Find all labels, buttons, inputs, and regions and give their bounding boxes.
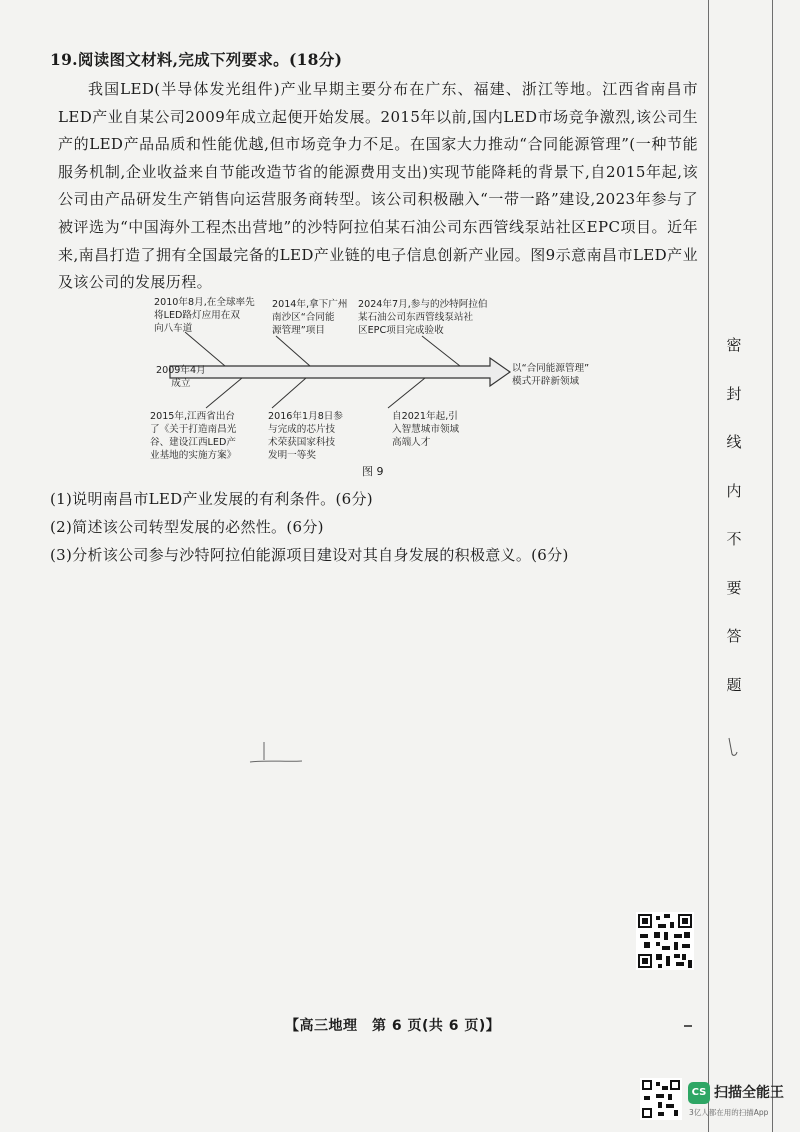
binding-line-left — [708, 0, 709, 1132]
sub-question-3: (3)分析该公司参与沙特阿拉伯能源项目建设对其自身发展的积极意义。(6分) — [50, 546, 569, 564]
footer-dash — [684, 1025, 692, 1027]
lower-connector-1 — [206, 378, 242, 408]
seal-char: 封 — [726, 384, 742, 403]
event-2014: 2014年,拿下广州 南沙区“合同能 源管理”项目 — [272, 299, 348, 336]
timeline-end: 以“合同能源管理” 模式开辟新领域 — [512, 363, 590, 387]
lower-connector-2 — [272, 378, 306, 408]
event-2021: 自2021年起,引 入智慧城市领域 高端人才 — [392, 411, 460, 448]
sub-question-list — [50, 485, 569, 569]
seal-char: 线 — [726, 433, 742, 451]
scanner-qr-icon — [640, 1078, 682, 1120]
event-2015: 2015年,江西省出台 了《关于打造南昌光 谷、建设江西LED产 业基地的实施方案》 — [150, 411, 237, 461]
upper-connector-1 — [185, 332, 225, 366]
camscanner-logo-icon: CS — [688, 1082, 710, 1104]
qr-code-icon — [636, 912, 694, 970]
upper-connector-2 — [276, 336, 310, 366]
sub-question-1: (1)说明南昌市LED产业发展的有利条件。(6分) — [50, 490, 373, 508]
page-footer: 【高三地理 第 6 页(共 6 页)】 — [285, 1018, 501, 1034]
margin-scribble — [726, 736, 740, 758]
sub-question-2: (2)简述该公司转型发展的必然性。(6分) — [50, 518, 324, 536]
upper-connector-3 — [422, 336, 460, 366]
pen-mark — [246, 740, 306, 770]
seal-char: 密 — [726, 336, 742, 354]
seal-char: 内 — [726, 481, 742, 500]
camscanner-name: 扫描全能王 — [714, 1085, 784, 1101]
lower-connector-3 — [388, 378, 425, 408]
seal-char: 要 — [726, 578, 742, 597]
camscanner-slogan: 3亿人都在用的扫描App — [689, 1108, 769, 1117]
reading-passage — [58, 76, 698, 297]
question-title: 19.阅读图文材料,完成下列要求。(18分) — [50, 50, 343, 69]
seal-char: 题 — [726, 675, 742, 694]
event-2016: 2016年1月8日参 与完成的芯片技 术荣获国家科技 发明一等奖 — [268, 411, 343, 461]
event-2010: 2010年8月,在全球率先 将LED路灯应用在双 向八车道 — [154, 297, 255, 334]
timeline-start: 2009年4月 成立 — [156, 365, 206, 389]
passage-paragraph: 我国LED(半导体发光组件)产业早期主要分布在广东、福建、浙江等地。江西省南昌市LED产业自某公司2009年成立起便开始发展。2015年以前,国内LED市场竞争激烈,该公司生产的LED产品品质和性能优越,但市场竞争力不足。在国家大力推动“合同能源管理”(一种节能服务机制,企业收益来自节能改造节省的能源费用支出)实现节能降耗的背景下,自2015年起,该公司由产品研发生产销售向运营服务商转型。该公司积极融入“一带一路”建设,2023年参与了被评选为“中国海外工程杰出营地”的沙特阿拉伯某石油公司东西管线泵站社区EPC项目。近年来,南昌打造了拥有全国最完备的LED产业链的电子信息创新产业园。图9示意南昌市LED产业及该公司的发展历程。 — [58, 80, 698, 292]
binding-line-right — [772, 0, 773, 1132]
seal-line-text — [722, 334, 746, 722]
timeline-diagram — [130, 290, 650, 485]
seal-char: 答 — [726, 627, 742, 645]
seal-char: 不 — [726, 530, 742, 548]
figure-caption: 图 9 — [362, 465, 384, 478]
event-2024: 2024年7月,参与的沙特阿拉伯 某石油公司东西管线泵站社 区EPC项目完成验收 — [358, 299, 488, 336]
